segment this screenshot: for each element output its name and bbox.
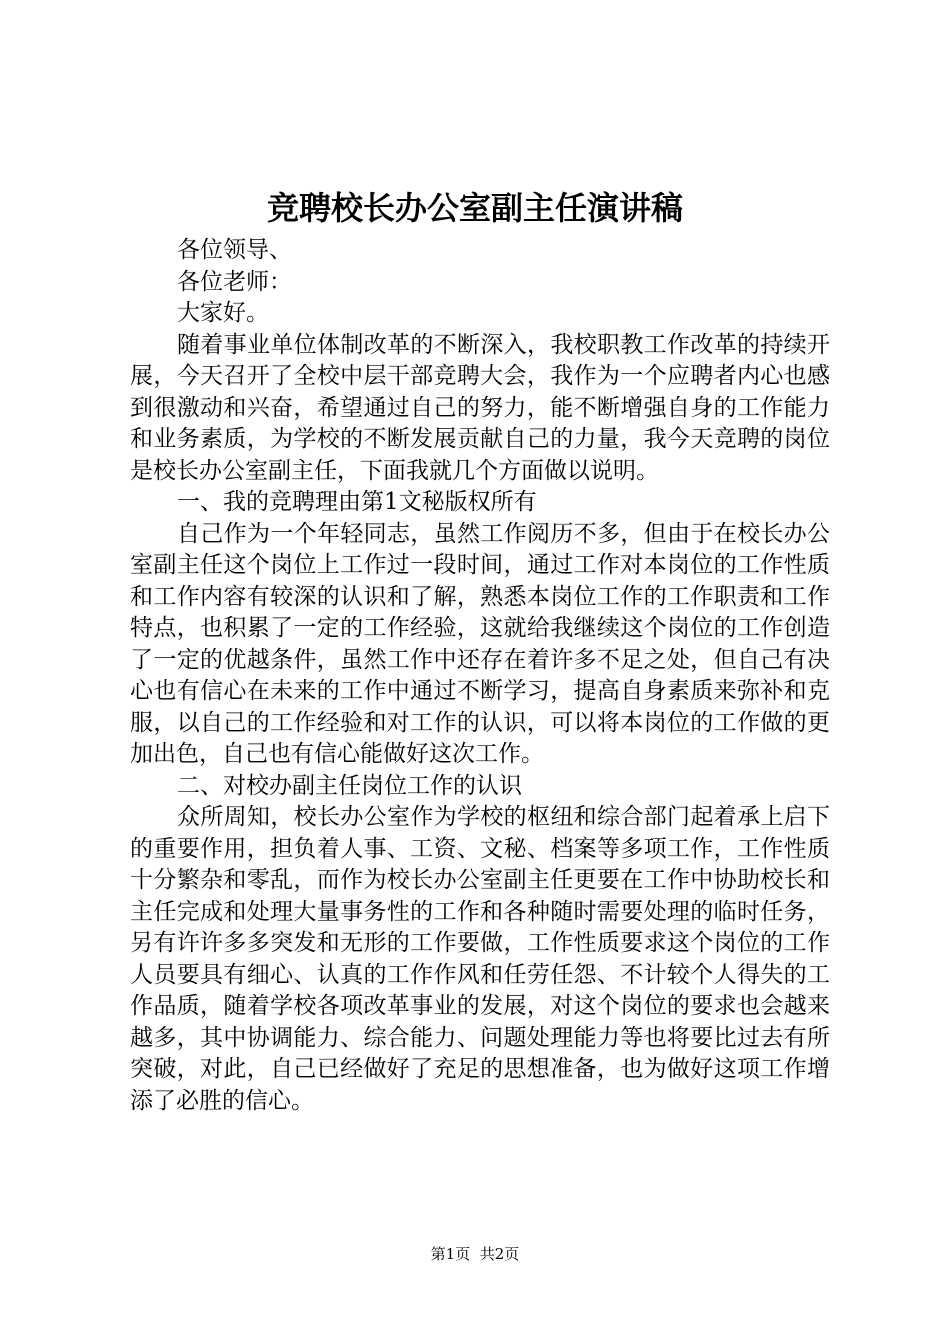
reasons-paragraph: 自己作为一个年轻同志，虽然工作阅历不多，但由于在校长办公室副主任这个岗位上工作过一段时间，通过工作对本岗位的工作性质和工作内容有较深的认识和了解，熟悉本岗位工作的工作职责和工作特点，也积累了一定的工作经验，这就给我继续这个岗位的工作创造了一定的优越条件，虽然工作中还存在着许多不足之处，但自己有决心也有信心在未来的工作中通过不断学习，提高自身素质来弥补和克服，以自己的工作经验和对工作的认识，可以将本岗位的工作做的更加出色，自己也有信心能做好这次工作。: [130, 520, 830, 767]
document-body: [130, 235, 830, 1117]
salutation-teachers: 各位老师：: [177, 268, 292, 295]
page-number: 第1页: [430, 1245, 471, 1263]
page-footer: [0, 1244, 950, 1264]
document-title: 竞聘校长办公室副主任演讲稿: [266, 189, 683, 227]
page-total: 共2页: [479, 1245, 520, 1263]
section-heading-reasons: 一、我的竞聘理由第1文秘版权所有: [177, 489, 537, 515]
greeting: 大家好。: [177, 300, 269, 326]
intro-paragraph: 随着事业单位体制改革的不断深入，我校职教工作改革的持续开展，今天召开了全校中层干部竞聘大会，我作为一个应聘者内心也感到很激动和兴奋，希望通过自己的努力，能不断增强自身的工作能力和业务素质，为学校的不断发展贡献自己的力量，我今天竞聘的岗位是校长办公室副主任，下面我就几个方面做以说明。: [130, 331, 830, 484]
section-heading-understanding: 二、对校办副主任岗位工作的认识: [177, 772, 522, 799]
salutation-leaders: 各位领导、: [177, 237, 292, 263]
understanding-paragraph: 众所周知，校长办公室作为学校的枢纽和综合部门起着承上启下的重要作用，担负着人事、工资、文秘、档案等多项工作，工作性质十分繁杂和零乱，而作为校长办公室副主任更要在工作中协助校长和主任完成和处理大量事务性的工作和各种随时需要处理的临时任务，另有许许多多突发和无形的工作要做，工作性质要求这个岗位的工作人员要具有细心、认真的工作作风和任劳任怨、不计较个人得失的工作品质，随着学校各项改革事业的发展，对这个岗位的要求也会越来越多，其中协调能力、综合能力、问题处理能力等也将要比过去有所突破，对此，自己已经做好了充足的思想准备，也为做好这项工作增添了必胜的信心。: [130, 804, 830, 1114]
